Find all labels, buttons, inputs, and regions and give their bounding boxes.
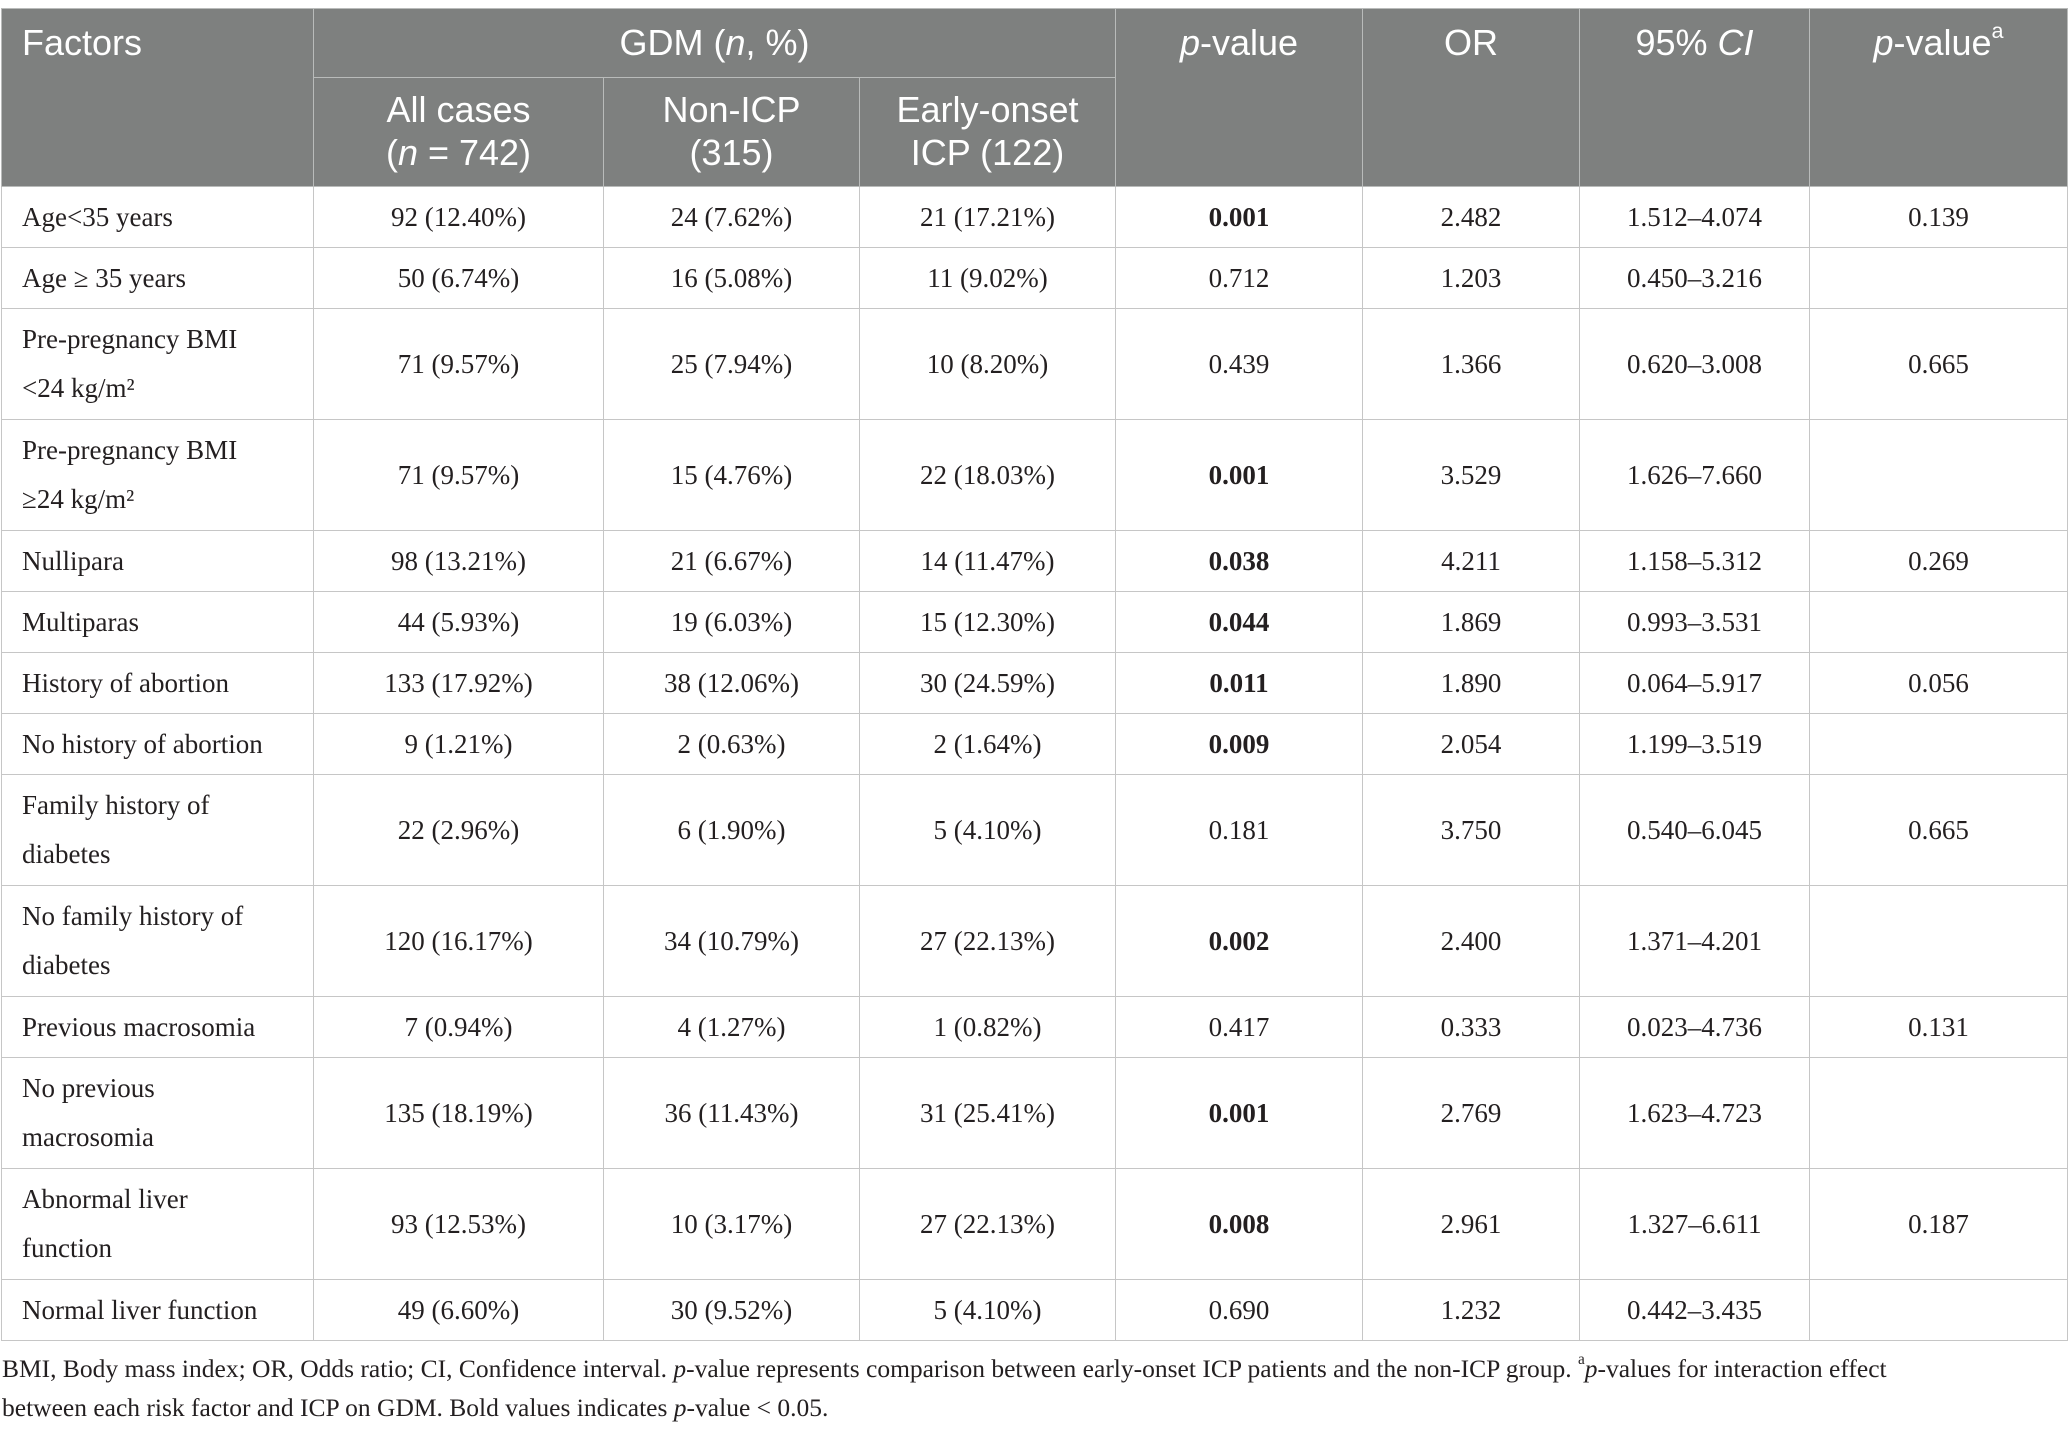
row-label: Normal liver function <box>2 1280 314 1341</box>
cell-pvalue: 0.011 <box>1116 653 1363 714</box>
cell-ci: 0.620–3.008 <box>1580 309 1810 420</box>
cell-all-cases: 71 (9.57%) <box>314 309 604 420</box>
cell-non-icp: 24 (7.62%) <box>604 187 860 248</box>
cell-or: 1.232 <box>1363 1280 1580 1341</box>
row-label: Family history of diabetes <box>2 775 314 886</box>
header-pvalue: p-value <box>1116 9 1363 187</box>
cell-pvalue: 0.009 <box>1116 714 1363 775</box>
cell-non-icp: 4 (1.27%) <box>604 997 860 1058</box>
cell-or: 2.769 <box>1363 1058 1580 1169</box>
table-row <box>2 248 2068 309</box>
cell-pvalue-interaction <box>1810 886 2068 997</box>
row-label: Nullipara <box>2 531 314 592</box>
cell-all-cases: 98 (13.21%) <box>314 531 604 592</box>
cell-all-cases: 120 (16.17%) <box>314 886 604 997</box>
cell-all-cases: 44 (5.93%) <box>314 592 604 653</box>
cell-or: 3.529 <box>1363 420 1580 531</box>
row-label: Age<35 years <box>2 187 314 248</box>
row-label: Age ≥ 35 years <box>2 248 314 309</box>
cell-non-icp: 38 (12.06%) <box>604 653 860 714</box>
cell-ci: 1.623–4.723 <box>1580 1058 1810 1169</box>
row-label: History of abortion <box>2 653 314 714</box>
table-row <box>2 714 2068 775</box>
row-label: Pre-pregnancy BMI ≥24 kg/m² <box>2 420 314 531</box>
header-non-icp: Non-ICP (315) <box>604 78 860 187</box>
cell-non-icp: 36 (11.43%) <box>604 1058 860 1169</box>
cell-pvalue-interaction <box>1810 1280 2068 1341</box>
cell-pvalue: 0.008 <box>1116 1169 1363 1280</box>
cell-pvalue: 0.712 <box>1116 248 1363 309</box>
cell-pvalue-interaction: 0.056 <box>1810 653 2068 714</box>
cell-all-cases: 92 (12.40%) <box>314 187 604 248</box>
cell-ci: 0.993–3.531 <box>1580 592 1810 653</box>
cell-pvalue-interaction <box>1810 1058 2068 1169</box>
cell-ci: 0.064–5.917 <box>1580 653 1810 714</box>
cell-all-cases: 50 (6.74%) <box>314 248 604 309</box>
cell-pvalue-interaction: 0.187 <box>1810 1169 2068 1280</box>
header-early-onset-icp: Early-onset ICP (122) <box>860 78 1116 187</box>
cell-or: 4.211 <box>1363 531 1580 592</box>
cell-early-onset-icp: 5 (4.10%) <box>860 1280 1116 1341</box>
cell-ci: 1.626–7.660 <box>1580 420 1810 531</box>
cell-pvalue-interaction <box>1810 420 2068 531</box>
table-row <box>2 997 2068 1058</box>
cell-all-cases: 9 (1.21%) <box>314 714 604 775</box>
table-row <box>2 1058 2068 1169</box>
table-row <box>2 653 2068 714</box>
header-or: OR <box>1363 9 1580 187</box>
table-footnote: BMI, Body mass index; OR, Odds ratio; CI, Confidence interval. p-value represents comparison between early-onset ICP patients and the non-ICP group. $^a$p-values for interaction effect between each risk factor and ICP on GDM. Bold values indicates p-value < 0.05. <box>2 1350 1887 1422</box>
cell-or: 0.333 <box>1363 997 1580 1058</box>
cell-non-icp: 10 (3.17%) <box>604 1169 860 1280</box>
cell-early-onset-icp: 11 (9.02%) <box>860 248 1116 309</box>
table-row <box>2 187 2068 248</box>
cell-early-onset-icp: 22 (18.03%) <box>860 420 1116 531</box>
cell-all-cases: 93 (12.53%) <box>314 1169 604 1280</box>
row-label: No previous macrosomia <box>2 1058 314 1169</box>
cell-early-onset-icp: 14 (11.47%) <box>860 531 1116 592</box>
cell-ci: 1.371–4.201 <box>1580 886 1810 997</box>
cell-all-cases: 135 (18.19%) <box>314 1058 604 1169</box>
cell-pvalue: 0.001 <box>1116 187 1363 248</box>
cell-or: 3.750 <box>1363 775 1580 886</box>
cell-pvalue: 0.439 <box>1116 309 1363 420</box>
header-gdm: GDM (n, %) <box>314 9 1116 78</box>
cell-pvalue-interaction: 0.131 <box>1810 997 2068 1058</box>
table-row <box>2 309 2068 420</box>
cell-pvalue: 0.001 <box>1116 1058 1363 1169</box>
cell-pvalue-interaction: 0.665 <box>1810 775 2068 886</box>
cell-non-icp: 19 (6.03%) <box>604 592 860 653</box>
table-body <box>2 187 2068 1341</box>
cell-ci: 0.450–3.216 <box>1580 248 1810 309</box>
cell-early-onset-icp: 21 (17.21%) <box>860 187 1116 248</box>
cell-pvalue-interaction: 0.139 <box>1810 187 2068 248</box>
table-row <box>2 1169 2068 1280</box>
cell-early-onset-icp: 15 (12.30%) <box>860 592 1116 653</box>
table-row <box>2 775 2068 886</box>
cell-ci: 1.199–3.519 <box>1580 714 1810 775</box>
cell-or: 1.869 <box>1363 592 1580 653</box>
cell-pvalue: 0.038 <box>1116 531 1363 592</box>
row-label: No family history of diabetes <box>2 886 314 997</box>
cell-early-onset-icp: 27 (22.13%) <box>860 1169 1116 1280</box>
cell-pvalue: 0.181 <box>1116 775 1363 886</box>
cell-pvalue: 0.690 <box>1116 1280 1363 1341</box>
cell-pvalue: 0.002 <box>1116 886 1363 997</box>
cell-non-icp: 6 (1.90%) <box>604 775 860 886</box>
cell-all-cases: 133 (17.92%) <box>314 653 604 714</box>
cell-non-icp: 30 (9.52%) <box>604 1280 860 1341</box>
cell-all-cases: 71 (9.57%) <box>314 420 604 531</box>
table-row <box>2 1280 2068 1341</box>
cell-non-icp: 25 (7.94%) <box>604 309 860 420</box>
cell-or: 1.366 <box>1363 309 1580 420</box>
cell-non-icp: 15 (4.76%) <box>604 420 860 531</box>
cell-early-onset-icp: 31 (25.41%) <box>860 1058 1116 1169</box>
cell-all-cases: 7 (0.94%) <box>314 997 604 1058</box>
cell-ci: 1.327–6.611 <box>1580 1169 1810 1280</box>
cell-pvalue-interaction <box>1810 714 2068 775</box>
risk-factor-table <box>1 8 2068 1341</box>
cell-or: 2.482 <box>1363 187 1580 248</box>
cell-pvalue-interaction: 0.665 <box>1810 309 2068 420</box>
cell-non-icp: 16 (5.08%) <box>604 248 860 309</box>
cell-pvalue: 0.044 <box>1116 592 1363 653</box>
cell-pvalue-interaction: 0.269 <box>1810 531 2068 592</box>
row-label: No history of abortion <box>2 714 314 775</box>
table-row <box>2 886 2068 997</box>
row-label: Pre-pregnancy BMI <24 kg/m² <box>2 309 314 420</box>
cell-all-cases: 22 (2.96%) <box>314 775 604 886</box>
cell-early-onset-icp: 1 (0.82%) <box>860 997 1116 1058</box>
cell-all-cases: 49 (6.60%) <box>314 1280 604 1341</box>
row-label: Multiparas <box>2 592 314 653</box>
cell-or: 2.400 <box>1363 886 1580 997</box>
cell-or: 1.890 <box>1363 653 1580 714</box>
cell-pvalue-interaction <box>1810 592 2068 653</box>
header-ci: 95% CI <box>1580 9 1810 187</box>
row-label: Abnormal liver function <box>2 1169 314 1280</box>
header-all-cases: All cases (n = 742) <box>314 78 604 187</box>
cell-ci: 0.540–6.045 <box>1580 775 1810 886</box>
cell-pvalue-interaction <box>1810 248 2068 309</box>
row-label: Previous macrosomia <box>2 997 314 1058</box>
cell-non-icp: 21 (6.67%) <box>604 531 860 592</box>
cell-early-onset-icp: 30 (24.59%) <box>860 653 1116 714</box>
cell-non-icp: 34 (10.79%) <box>604 886 860 997</box>
table-row <box>2 531 2068 592</box>
cell-pvalue: 0.417 <box>1116 997 1363 1058</box>
table-header <box>2 9 2068 187</box>
cell-or: 2.961 <box>1363 1169 1580 1280</box>
table-figure <box>0 8 2068 1427</box>
header-factors: Factors <box>2 9 314 187</box>
cell-early-onset-icp: 10 (8.20%) <box>860 309 1116 420</box>
cell-non-icp: 2 (0.63%) <box>604 714 860 775</box>
cell-early-onset-icp: 2 (1.64%) <box>860 714 1116 775</box>
cell-ci: 1.512–4.074 <box>1580 187 1810 248</box>
cell-ci: 0.442–3.435 <box>1580 1280 1810 1341</box>
cell-or: 2.054 <box>1363 714 1580 775</box>
table-row <box>2 420 2068 531</box>
cell-ci: 1.158–5.312 <box>1580 531 1810 592</box>
table-row <box>2 592 2068 653</box>
cell-pvalue: 0.001 <box>1116 420 1363 531</box>
cell-early-onset-icp: 5 (4.10%) <box>860 775 1116 886</box>
cell-ci: 0.023–4.736 <box>1580 997 1810 1058</box>
cell-early-onset-icp: 27 (22.13%) <box>860 886 1116 997</box>
header-pvalue-interaction: p-value$^a$ <box>1810 9 2068 187</box>
cell-or: 1.203 <box>1363 248 1580 309</box>
